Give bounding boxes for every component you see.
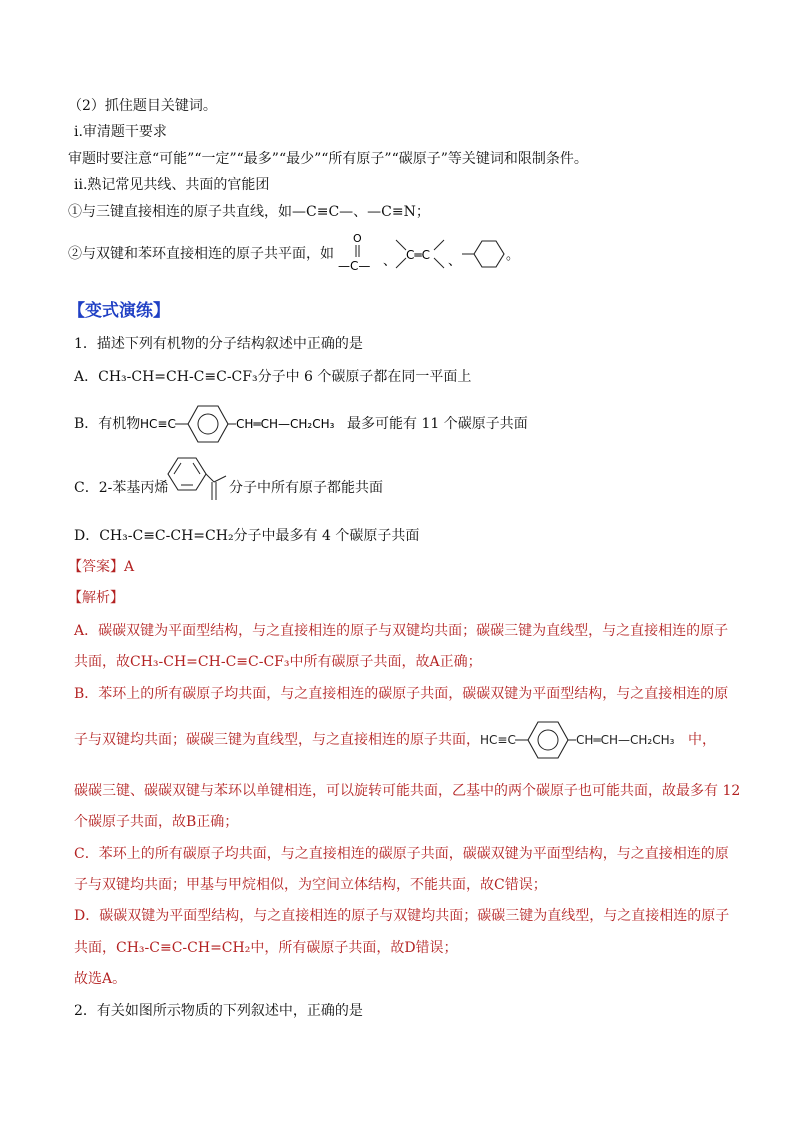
sub-item-ii-title: ⅱ.熟记常见共线、共面的官能团 [74,177,270,193]
explanation-line: 共面，故CH₃-CH=CH-C≡C-CF₃中所有碳原子共面，故A正确； [74,654,482,670]
option-b-ethynyl-label: HC≡C [140,417,176,431]
separator-2: 、 [448,254,462,269]
option-c-suffix: 分子中所有原子都能共面 [229,480,383,496]
alkene-label: C═C [406,248,430,262]
explanation-line: B．苯环上的所有碳原子均共面，与之直接相连的碳原子共面，碳碳双键为平面型结构，与之直接相连的原 [74,686,729,702]
point-2-heading: （2）抓住题目关键词。 [68,98,217,114]
sub-item-i-text: 审题时要注意“可能”“一定”“最多”“最少”“所有原子”“碳原子”等关键词和限制条件。 [68,151,588,167]
option-d: D．CH₃-C≡C-CH=CH₂分子中最多有 4 个碳原子共面 [74,528,420,544]
explanation-b-structure [478,716,690,762]
explanation-line: 子与双键均共面；碳碳三键为直线型，与之直接相连的原子共面， [74,732,480,748]
question-2-stem: 2．有关如图所示物质的下列叙述中，正确的是 [74,1003,363,1019]
explanation-line: 碳碳三键、碳碳双键与苯环以单键相连，可以旋转可能共面，乙基中的两个碳原子也可能共面，故最多有 12 [74,783,741,799]
option-b-prefix: B．有机物 [74,416,141,432]
question-1-stem: 1．描述下列有机物的分子结构叙述中正确的是 [74,336,363,352]
option-b-suffix: 最多可能有 11 个碳原子共面 [347,416,528,432]
explanation-b-ethynyl-label: HC≡C [480,733,516,747]
section-title: 【变式演练】 [68,301,170,321]
option-b-butenyl-label: CH═CH—CH₂CH₃ [236,417,335,431]
separator-1: 、 [383,254,397,269]
rule-2-end: 。 [506,248,520,263]
explanation-line: D．碳碳双键为平面型结构，与之直接相连的原子与双键均共面；碳碳三键为直线型，与之直接相连的原子 [74,908,730,924]
explanation-line: 故选A。 [74,971,127,987]
answer: 【答案】A [68,559,135,575]
option-b-structure [138,400,350,446]
option-c-structure [160,456,228,514]
option-a: A．CH₃-CH=CH-C≡C-CF₃分子中 6 个碳原子都在同一平面上 [74,369,472,385]
explanation-line: 个碳原子共面，故B正确； [74,814,239,830]
explanation-line: 中， [688,732,716,748]
rule-2-prefix: ②与双键和苯环直接相连的原子共平面，如 [68,246,334,262]
explanation-line: 子与双键均共面；甲基与甲烷相似，为空间立体结构，不能共面，故C错误； [74,877,547,893]
explanation-b-butenyl-label: CH═CH—CH₂CH₃ [576,733,675,747]
rule-1: ①与三键直接相连的原子共直线，如—C≡C—、—C≡N； [68,204,430,220]
explanation-line: 共面，CH₃-C≡C-CH=CH₂中，所有碳原子共面，故D错误； [74,940,458,956]
sub-item-i-title: ⅰ.审清题干要求 [74,124,167,140]
analysis-label: 【解析】 [68,590,124,606]
carbonyl-carbon-label: —C— [338,259,371,273]
functional-group-structures [330,228,530,276]
explanation-line: A．碳碳双键为平面型结构，与之直接相连的原子与双键均共面；碳碳三键为直线型，与之直接相连的原子 [74,623,729,639]
option-c-prefix: C．2-苯基丙烯 [74,480,169,496]
carbonyl-oxygen-label: O [353,232,362,245]
explanation-line: C．苯环上的所有碳原子均共面，与之直接相连的碳原子共面，碳碳双键为平面型结构，与之直接相连的原 [74,846,729,862]
